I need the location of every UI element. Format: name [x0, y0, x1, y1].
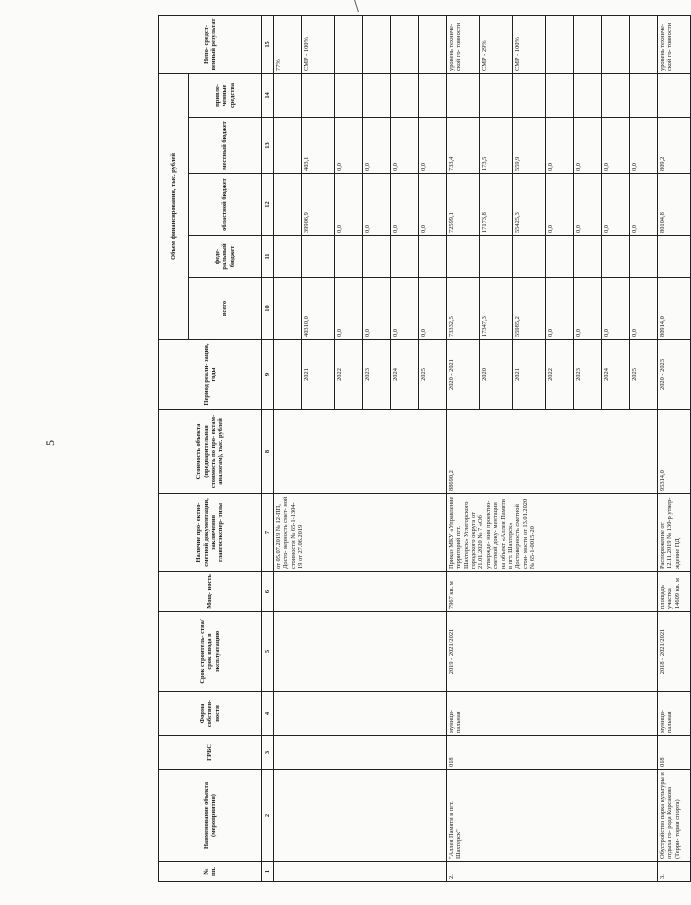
cell-other [602, 73, 630, 117]
investment-table [158, 15, 691, 882]
col-number: 3 [262, 736, 274, 770]
cell-num: 2. [447, 862, 658, 882]
header-ownership: Форма собствен- ности [159, 692, 262, 736]
cell-name [274, 770, 447, 862]
cell-term: 2018 - 2021/2021 [658, 612, 691, 692]
cell-other [302, 73, 335, 117]
cell-capacity: площадь участка 14609 кв. м [658, 572, 691, 612]
cell-regional: 0,0 [602, 174, 630, 236]
cell-ownership: муници- пальная [447, 692, 658, 736]
cell-other [546, 73, 574, 117]
cell-period [274, 340, 302, 410]
cell-federal [419, 236, 447, 278]
cell-federal [302, 236, 335, 278]
col-number: 11 [262, 236, 274, 278]
cell-name: Обустройство парка культуры и отдыха го- рода Корсакова (Терри- тория спорта) [658, 770, 691, 862]
cell-result: 77% [274, 15, 302, 73]
cell-period: 2023 [363, 340, 391, 410]
cell-total: 0,0 [391, 278, 419, 340]
header-grbs: ГРБС [159, 736, 262, 770]
cell-local: 0,0 [546, 118, 574, 174]
header-total: всего [189, 278, 262, 340]
col-number: 6 [262, 572, 274, 612]
cell-docs: Приказ МКУ «Управление территорий пгт. Шахтерск» Углегорского городского округа от 21.01.2020 № 7 «Об утвержде- нии проектно- сметной доку- ментации на объект «Аллея Памяти в пгт. Шахтерск» Достоверность сметной стои- мости от 13.01.2020 № 65-1-0015-20 [447, 494, 658, 572]
cell-total: 55985,2 [513, 278, 546, 340]
cell-result [574, 15, 602, 73]
cell-federal [335, 236, 363, 278]
col-number: 7 [262, 494, 274, 572]
cell-other [274, 73, 302, 117]
cell-other [513, 73, 546, 117]
page-number: 5 [43, 440, 57, 446]
cell-total: 73332,5 [447, 278, 480, 340]
cell-federal [391, 236, 419, 278]
cell-total: 0,0 [363, 278, 391, 340]
cell-local: 0,0 [602, 118, 630, 174]
col-number: 10 [262, 278, 274, 340]
scan-mark [354, 0, 373, 12]
header-regional: областной бюджет [189, 174, 262, 236]
cell-federal [574, 236, 602, 278]
col-number: 5 [262, 612, 274, 692]
cell-other [574, 73, 602, 117]
cell-federal [546, 236, 574, 278]
cell-local: 0,0 [391, 118, 419, 174]
cell-regional: 0,0 [574, 174, 602, 236]
cell-result [419, 15, 447, 73]
cell-cost: 95314,0 [658, 410, 691, 494]
header-capacity: Мощ- ность [159, 572, 262, 612]
cell-local: 0,0 [363, 118, 391, 174]
cell-total: 0,0 [602, 278, 630, 340]
cell-regional: 0,0 [363, 174, 391, 236]
cell-total: 80914,0 [658, 278, 691, 340]
cell-local: 733,4 [447, 118, 480, 174]
cell-federal [513, 236, 546, 278]
cell-regional: 39906,9 [302, 174, 335, 236]
header-name: Наименование объекта (мероприятия) [159, 770, 262, 862]
cell-local: 0,0 [630, 118, 658, 174]
header-num: № пп. [159, 862, 262, 882]
col-number: 9 [262, 340, 274, 410]
col-number: 12 [262, 174, 274, 236]
cell-term: 2019 - 2021/2021 [447, 612, 658, 692]
cell-federal [602, 236, 630, 278]
cell-federal [658, 236, 691, 278]
cell-result: СМР - 29% [480, 15, 513, 73]
cell-result [602, 15, 630, 73]
cell-period: 2022 [546, 340, 574, 410]
rotated-table-container [158, 16, 681, 882]
cell-regional: 17173,8 [480, 174, 513, 236]
cell-ownership: муници- пальная [658, 692, 691, 736]
cell-cost [274, 410, 447, 494]
cell-local: 559,9 [513, 118, 546, 174]
col-number: 4 [262, 692, 274, 736]
header-federal: феде- ральный бюджет [189, 236, 262, 278]
cell-result: СМР - 100% [513, 15, 546, 73]
cell-total: 40310,0 [302, 278, 335, 340]
cell-other [391, 73, 419, 117]
cell-total [274, 278, 302, 340]
cell-period: 2021 [513, 340, 546, 410]
cell-period: 2020 - 2021 [447, 340, 480, 410]
cell-period: 2025 [419, 340, 447, 410]
col-number: 13 [262, 118, 274, 174]
cell-num [274, 862, 447, 882]
cell-ownership [274, 692, 447, 736]
cell-local: 809,2 [658, 118, 691, 174]
cell-other [658, 73, 691, 117]
header-cost: Стоимость объекта (предварительная стоимость по про- ектам-аналогам), тыс. рублей [159, 410, 262, 494]
cell-other [447, 73, 480, 117]
col-number: 15 [262, 15, 274, 73]
cell-term [274, 612, 447, 692]
cell-total: 0,0 [419, 278, 447, 340]
cell-other [363, 73, 391, 117]
cell-other [419, 73, 447, 117]
cell-period: 2025 [630, 340, 658, 410]
header-period: Период реали- зации, годы [159, 340, 262, 410]
cell-total: 17347,3 [480, 278, 513, 340]
cell-total: 0,0 [630, 278, 658, 340]
cell-result [391, 15, 419, 73]
cell-period: 2020 - 2023 [658, 340, 691, 410]
header-result: Непо- средст- венный результат [159, 15, 262, 73]
cell-total: 0,0 [546, 278, 574, 340]
cell-local: 0,0 [419, 118, 447, 174]
cell-other [335, 73, 363, 117]
cell-name: "Аллея Памяти в пгт. Шахтерск" [447, 770, 658, 862]
col-number: 2 [262, 770, 274, 862]
cell-regional: 55425,3 [513, 174, 546, 236]
cell-period: 2022 [335, 340, 363, 410]
cell-regional [274, 174, 302, 236]
cell-local [274, 118, 302, 174]
col-number: 14 [262, 73, 274, 117]
cell-docs: от 05.07.2019 № 12-ПП, Досто- верность смет- ной стоимости № 65-1-1304-19 от 27.06.2019 [274, 494, 447, 572]
cell-result [630, 15, 658, 73]
cell-local: 403,1 [302, 118, 335, 174]
cell-total: 0,0 [335, 278, 363, 340]
cell-result [546, 15, 574, 73]
cell-cost: 88690,2 [447, 410, 658, 494]
cell-other [630, 73, 658, 117]
cell-period: 2024 [602, 340, 630, 410]
cell-federal [480, 236, 513, 278]
cell-federal [447, 236, 480, 278]
header-funding: Объем финансирования, тыс. рублей [159, 73, 189, 339]
cell-period: 2020 [480, 340, 513, 410]
cell-grbs: 018 [658, 736, 691, 770]
cell-grbs [274, 736, 447, 770]
cell-docs: Распоряжение от 12.11.2019 № 130-р утвер- ждение ПД [658, 494, 691, 572]
header-other: привле- ченные средства [189, 73, 262, 117]
cell-result [335, 15, 363, 73]
cell-result: СМР - 100% [302, 15, 335, 73]
cell-regional: 0,0 [630, 174, 658, 236]
col-number: 1 [262, 862, 274, 882]
cell-regional: 72599,1 [447, 174, 480, 236]
cell-period: 2023 [574, 340, 602, 410]
col-number: 8 [262, 410, 274, 494]
cell-total: 0,0 [574, 278, 602, 340]
cell-regional: 0,0 [546, 174, 574, 236]
cell-regional: 0,0 [391, 174, 419, 236]
cell-federal [630, 236, 658, 278]
cell-capacity: 7967 кв. м [447, 572, 658, 612]
cell-local: 0,0 [335, 118, 363, 174]
cell-result: уровень техниче- ской го- товности [447, 15, 480, 73]
cell-regional: 0,0 [335, 174, 363, 236]
header-term: Срок строитель- ства/срок ввода в эксплуатацию [159, 612, 262, 692]
cell-federal [363, 236, 391, 278]
cell-result: уровень техниче- ской го- товности [658, 15, 691, 73]
cell-num: 3. [658, 862, 691, 882]
cell-federal [274, 236, 302, 278]
header-local: местный бюджет [189, 118, 262, 174]
cell-local: 0,0 [574, 118, 602, 174]
cell-grbs: 018 [447, 736, 658, 770]
header-docs: Наличие про- ектно-сметной документации, заключения главгосэкспер- тизы [159, 494, 262, 572]
cell-other [480, 73, 513, 117]
cell-local: 173,5 [480, 118, 513, 174]
cell-result [363, 15, 391, 73]
cell-regional: 0,0 [419, 174, 447, 236]
cell-regional: 80104,8 [658, 174, 691, 236]
cell-period: 2024 [391, 340, 419, 410]
cell-period: 2021 [302, 340, 335, 410]
cell-capacity [274, 572, 447, 612]
